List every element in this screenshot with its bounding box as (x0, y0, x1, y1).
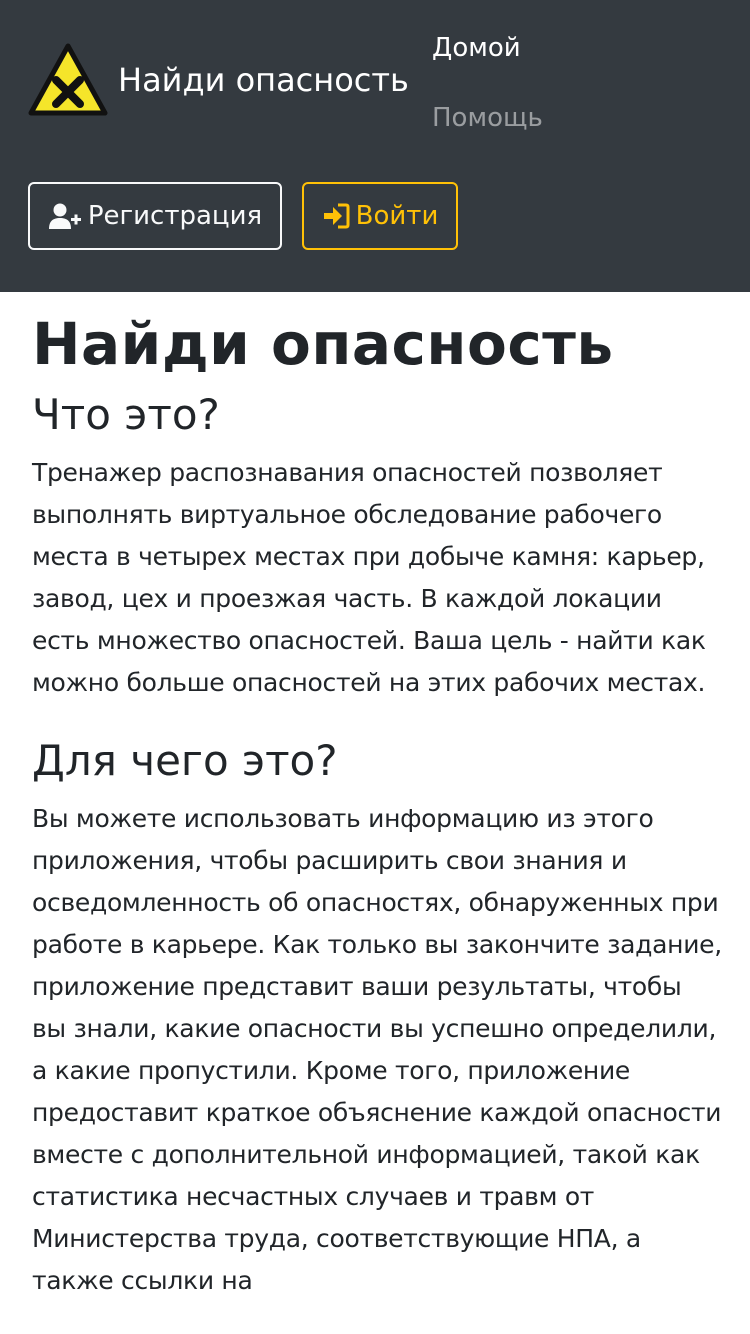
navbar (0, 0, 750, 292)
register-button[interactable] (28, 182, 282, 250)
brand-title: Найди опасность (118, 61, 409, 99)
user-plus-icon (48, 202, 82, 230)
section-text-why: Вы можете использовать информацию из этого приложения, чтобы расширить свои знания и осведомленность об опасностях, обнаруженных при работе в карьере. Как только вы закончите задание, приложение представит ваши результаты, чтобы вы знали, какие опасности вы успешно определили, а какие пропустили. Кроме того, приложение предоставит краткое объяснение каждой опасности вместе с дополнительной информацией, такой как статистика несчастных случаев и травм от Министерства труда, соответствующие НПА, а также ссылки на (32, 804, 722, 1296)
section-heading-why: Для чего это? (32, 735, 338, 785)
sign-in-icon (322, 203, 350, 229)
main-content (32, 292, 722, 1302)
page-title: Найди опасность (32, 310, 614, 378)
login-button-label: Войти (355, 201, 439, 231)
login-button[interactable] (302, 182, 458, 250)
section-heading-what: Что это? (32, 389, 220, 439)
nav-home-link[interactable]: Домой (432, 33, 521, 63)
brand-link[interactable] (28, 42, 409, 118)
nav-help-link[interactable]: Помощь (432, 103, 543, 133)
hazard-warning-logo (28, 42, 108, 118)
section-text-what: Тренажер распознавания опасностей позволяет выполнять виртуальное обследование рабочего места в четырех местах при добыче камня: карьер, завод, цех и проезжая часть. В каждой локации есть множество опасностей. Ваша цель - найти как можно больше опасностей на этих рабочих местах. (32, 457, 706, 697)
register-button-label: Регистрация (87, 201, 263, 231)
